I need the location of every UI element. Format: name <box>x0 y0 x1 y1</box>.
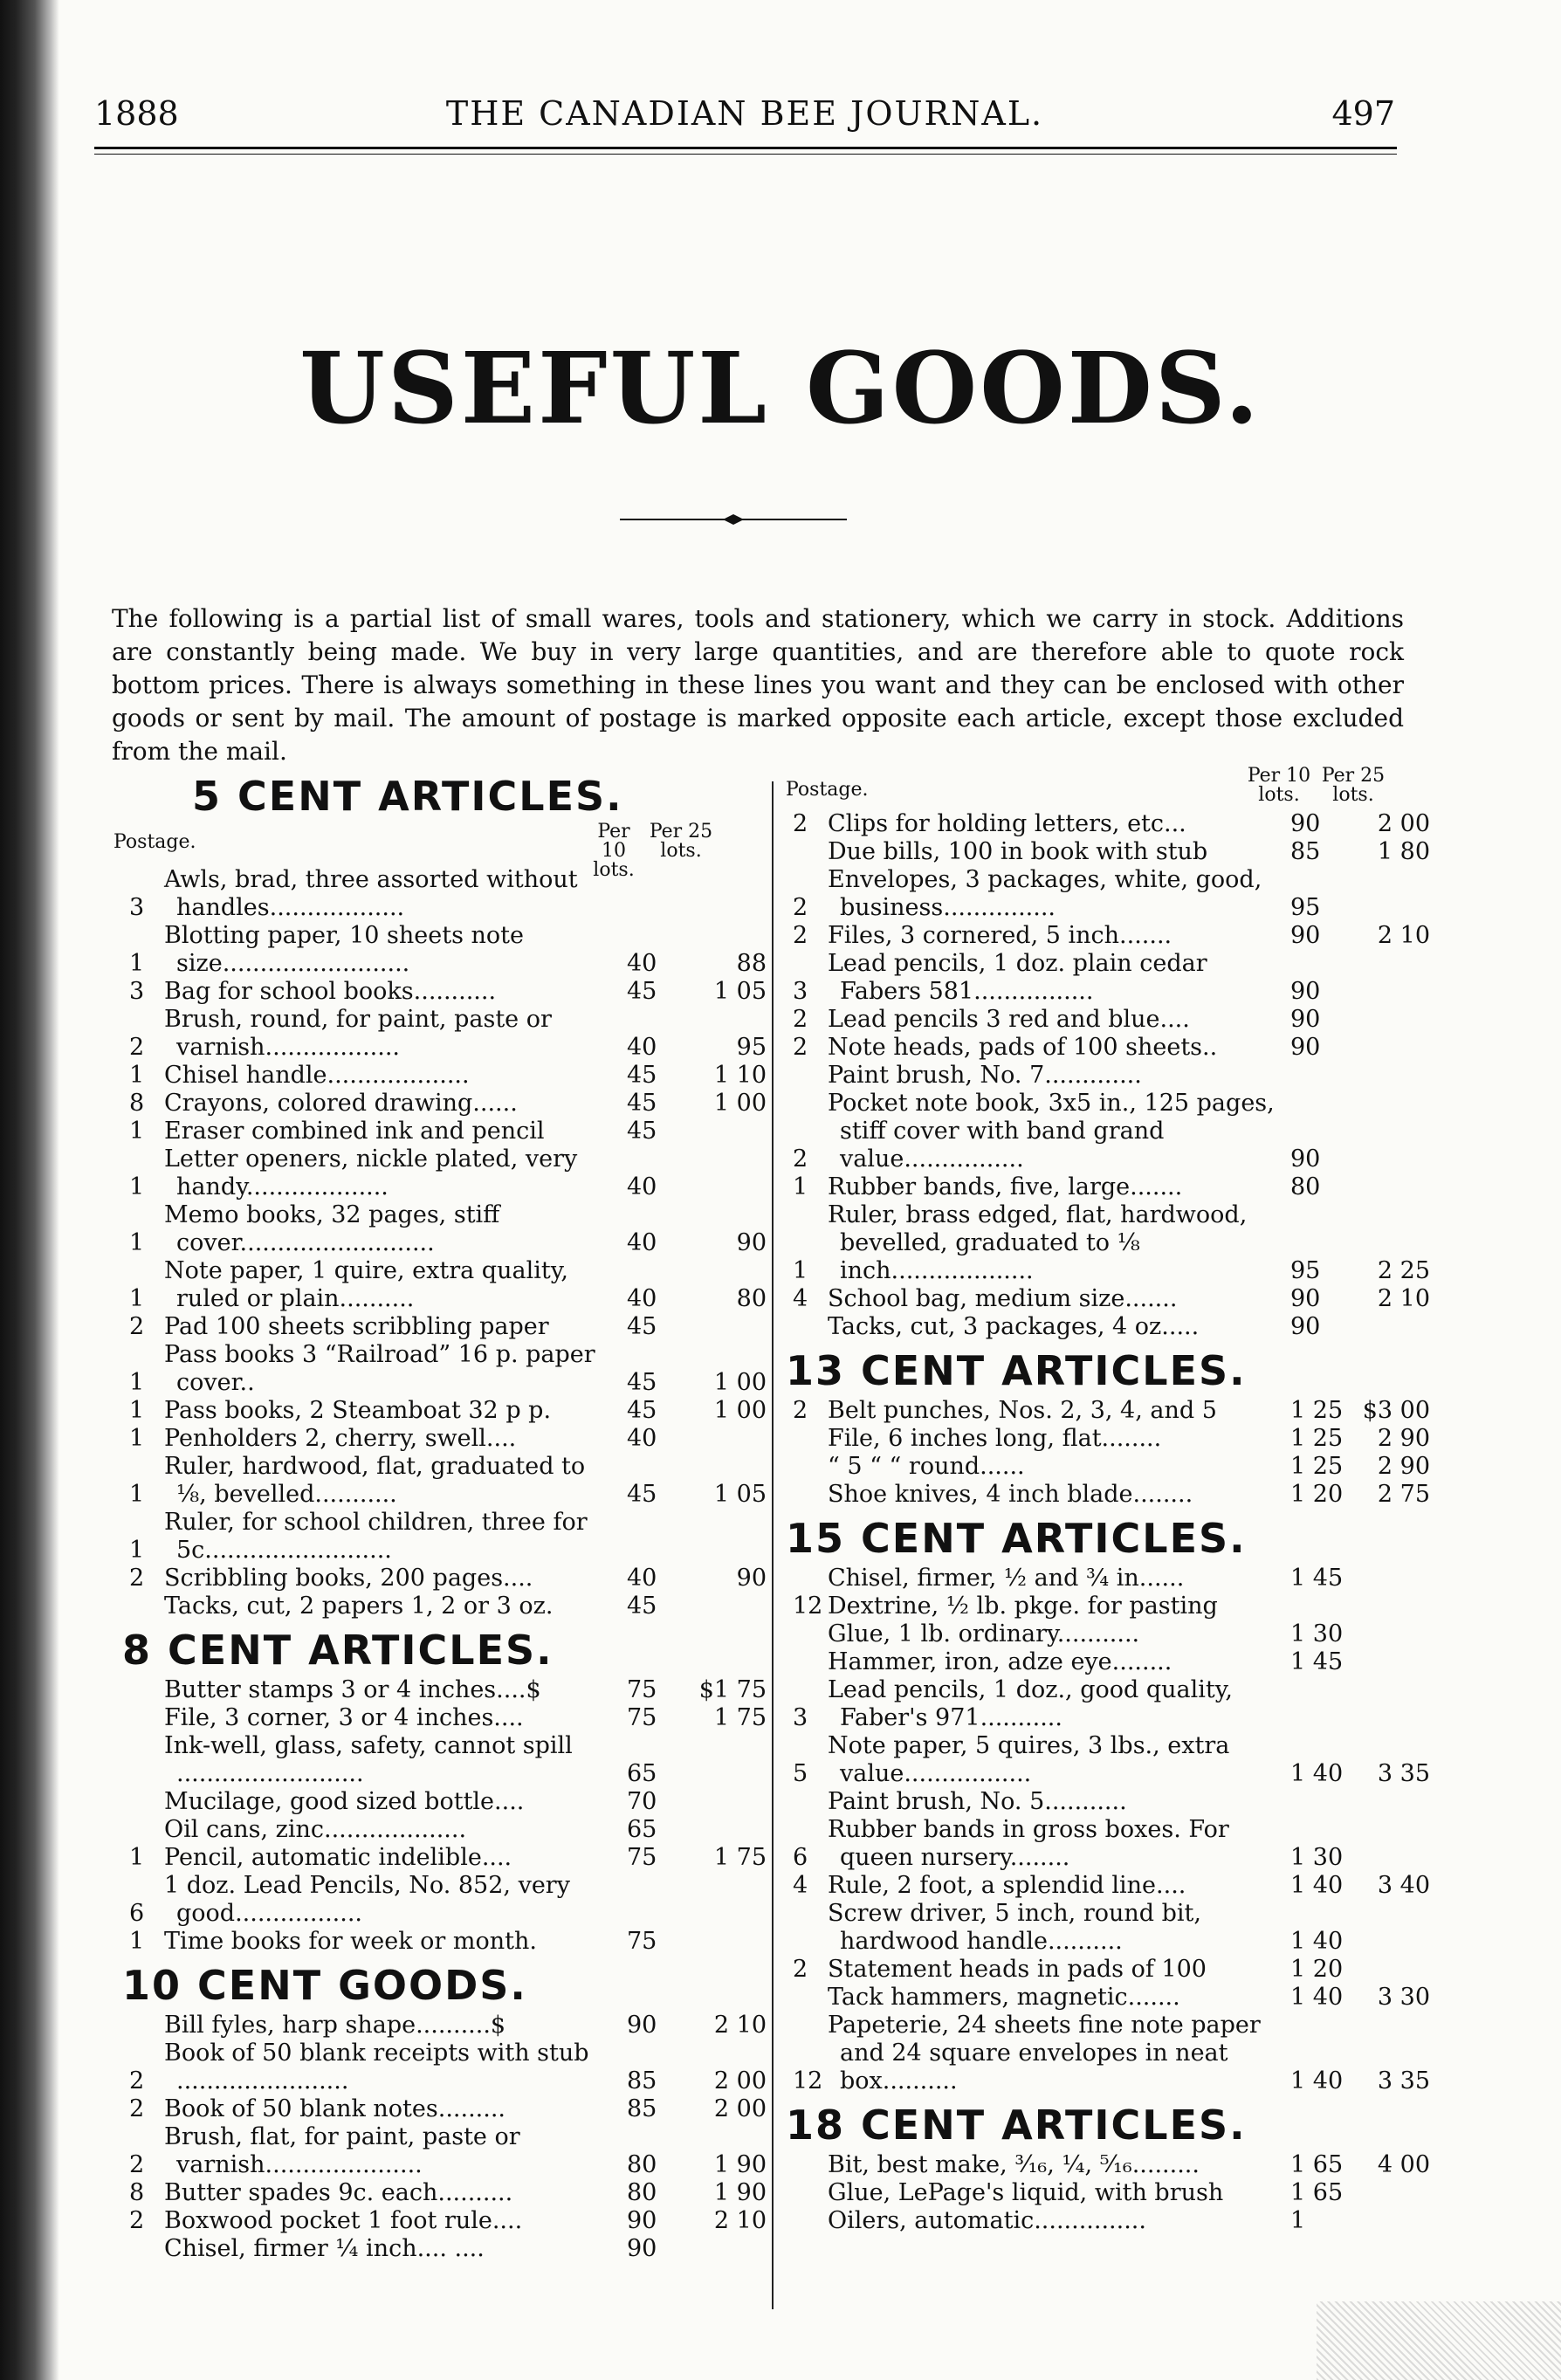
price-per-10: 75 <box>627 1676 657 1703</box>
list-item <box>122 1676 768 1704</box>
item-description: Blotting paper, 10 sheets note size......................... <box>164 922 524 977</box>
postage-value: 3 <box>129 978 145 1005</box>
price-per-25: 2 00 <box>713 2095 767 2122</box>
postage-value: 2 <box>129 2095 145 2122</box>
item-description: Boxwood pocket 1 foot rule.... <box>164 2207 523 2234</box>
price-per-10: 1 30 <box>1290 1844 1344 1871</box>
price-per-25: 3 35 <box>1377 1760 1430 1787</box>
price-per-10: 45 <box>627 1313 657 1340</box>
item-description: Paint brush, No. 5........... <box>828 1788 1127 1815</box>
per25-header: Per 25 lots. <box>649 821 713 862</box>
price-per-25: 88 <box>736 950 767 977</box>
item-description: Note paper, 5 quires, 3 lbs., extra value................. <box>828 1732 1230 1787</box>
price-per-10: 65 <box>627 1760 657 1787</box>
postage-value: 1 <box>129 1369 145 1396</box>
price-per-10: 1 20 <box>1290 1956 1344 1983</box>
price-per-10: 45 <box>627 1369 657 1396</box>
item-description: Mucilage, good sized bottle.... <box>164 1788 525 1815</box>
per25-header: Per 25 lots. <box>1321 765 1386 806</box>
list-item <box>786 2179 1432 2207</box>
item-description: Pocket note book, 3x5 in., 125 pages, stiff cover with band grand value................ <box>828 1090 1275 1173</box>
item-description: Lead pencils 3 red and blue.... <box>828 1006 1190 1033</box>
list-item <box>786 866 1432 922</box>
list-item <box>122 1565 768 1592</box>
item-description: File, 6 inches long, flat........ <box>828 1425 1162 1452</box>
list-item <box>122 1118 768 1145</box>
postage-value: 5 <box>793 1760 808 1787</box>
item-description: Lead pencils, 1 doz., good quality, Faber's 971........... <box>828 1676 1234 1731</box>
price-per-25: 2 10 <box>1377 922 1430 949</box>
price-per-25: 2 00 <box>1377 810 1430 837</box>
price-per-10: 45 <box>627 1090 657 1117</box>
list-item <box>786 1788 1432 1816</box>
section-title: 5 CENT ARTICLES. <box>192 773 623 820</box>
price-per-25: 2 90 <box>1377 1425 1430 1452</box>
item-description: School bag, medium size....... <box>828 1285 1178 1312</box>
price-per-10: 1 40 <box>1290 2067 1344 2095</box>
postage-value: 2 <box>793 922 808 949</box>
price-per-10: 45 <box>627 1062 657 1089</box>
postage-value: 1 <box>129 1062 145 1089</box>
item-description: Envelopes, 3 packages, white, good, business............... <box>828 866 1262 921</box>
postage-value: 3 <box>793 978 808 1005</box>
price-per-10: 45 <box>627 1397 657 1424</box>
list-item <box>786 838 1432 866</box>
postage-value: 1 <box>129 950 145 977</box>
price-per-25: 3 40 <box>1377 1872 1430 1899</box>
list-item <box>122 2235 768 2263</box>
item-description: Chisel, firmer ¼ inch.... .... <box>164 2235 485 2262</box>
postage-value: 2 <box>793 894 808 921</box>
price-per-10: 90 <box>1290 1285 1321 1312</box>
list-item <box>122 866 768 922</box>
list-item <box>122 2012 768 2040</box>
postage-value: 2 <box>793 1034 808 1061</box>
price-per-10: 90 <box>1290 1145 1321 1173</box>
price-per-25: 1 75 <box>713 1704 767 1731</box>
section-title: 13 CENT ARTICLES. <box>786 1347 1247 1394</box>
postage-value: 2 <box>129 2207 145 2234</box>
ornament-divider <box>620 511 847 528</box>
item-description: Oil cans, zinc................... <box>164 1816 467 1843</box>
price-per-10: 75 <box>627 1844 657 1871</box>
price-per-25: 2 75 <box>1377 1481 1430 1508</box>
price-per-10: 1 20 <box>1290 1481 1344 1508</box>
price-per-25: 3 30 <box>1377 1984 1430 2011</box>
right-column <box>786 767 1432 2235</box>
price-per-25: 1 80 <box>1377 838 1430 865</box>
postage-header: Postage. <box>113 831 196 853</box>
price-per-10: 45 <box>627 1118 657 1145</box>
list-item <box>122 1062 768 1090</box>
list-item <box>786 1034 1432 1062</box>
list-item <box>786 1956 1432 1984</box>
price-per-25: 1 90 <box>713 2179 767 2206</box>
item-description: Brush, flat, for paint, paste or varnish..................... <box>164 2123 520 2178</box>
price-per-10: 1 25 <box>1290 1425 1344 1452</box>
item-description: Ruler, for school children, three for 5c......................... <box>164 1509 588 1564</box>
list-item <box>122 1425 768 1453</box>
list-item <box>786 1900 1432 1956</box>
list-item <box>122 2040 768 2095</box>
price-per-10: 45 <box>627 978 657 1005</box>
item-description: Paint brush, No. 7............. <box>828 1062 1142 1089</box>
postage-value: 1 <box>129 1397 145 1424</box>
section-title: 10 CENT GOODS. <box>122 1962 527 2009</box>
postage-value: 2 <box>793 1397 808 1424</box>
list-item <box>786 1006 1432 1034</box>
list-item <box>122 1313 768 1341</box>
price-per-10: 1 40 <box>1290 1760 1344 1787</box>
list-item <box>122 1592 768 1620</box>
list-item <box>122 1006 768 1062</box>
postage-value: 2 <box>129 1565 145 1592</box>
price-per-25: 90 <box>736 1229 767 1256</box>
price-per-10: 90 <box>1290 1034 1321 1061</box>
price-per-10: 40 <box>627 950 657 977</box>
item-description: Awls, brad, three assorted without handles.................. <box>164 866 578 921</box>
list-item <box>122 1145 768 1201</box>
list-item <box>122 1872 768 1928</box>
price-per-10: 40 <box>627 1229 657 1256</box>
list-item <box>122 1341 768 1397</box>
list-item <box>122 1788 768 1816</box>
price-per-10: 80 <box>627 2179 657 2206</box>
price-per-25: 2 10 <box>713 2012 767 2039</box>
postage-value: 2 <box>129 2067 145 2095</box>
item-description: Dextrine, ½ lb. pkge. for pasting <box>828 1592 1218 1620</box>
item-description: Memo books, 32 pages, stiff cover.......................... <box>164 1201 500 1256</box>
item-description: Rule, 2 foot, a splendid line.... <box>828 1872 1186 1899</box>
postage-value: 4 <box>793 1872 808 1899</box>
postage-value: 6 <box>793 1844 808 1871</box>
item-description: Screw driver, 5 inch, round bit, hardwood handle.......... <box>828 1900 1201 1955</box>
price-per-10: 1 40 <box>1290 1984 1344 2011</box>
price-per-10: 40 <box>627 1565 657 1592</box>
price-per-25: 1 00 <box>713 1090 767 1117</box>
item-description: Brush, round, for paint, paste or varnish.................. <box>164 1006 552 1061</box>
column-header <box>786 767 1432 810</box>
price-per-25: 1 00 <box>713 1397 767 1424</box>
item-description: Hammer, iron, adze eye........ <box>828 1648 1172 1675</box>
item-description: Lead pencils, 1 doz. plain cedar Fabers 581................ <box>828 950 1207 1005</box>
price-per-25: 2 10 <box>713 2207 767 2234</box>
item-description: Scribbling books, 200 pages.... <box>164 1565 533 1592</box>
list-item <box>786 810 1432 838</box>
item-description: Note paper, 1 quire, extra quality, ruled or plain.......... <box>164 1257 568 1312</box>
list-item <box>786 1872 1432 1900</box>
list-item <box>122 1816 768 1844</box>
postage-value: 2 <box>129 1034 145 1061</box>
list-item <box>786 1062 1432 1090</box>
left-column <box>113 767 768 2263</box>
postage-value: 2 <box>793 810 808 837</box>
postage-value: 3 <box>793 1704 808 1731</box>
price-per-10: 65 <box>627 1816 657 1843</box>
item-description: Letter openers, nickle plated, very handy................... <box>164 1145 578 1200</box>
item-description: Penholders 2, cherry, swell.... <box>164 1425 517 1452</box>
list-item <box>786 950 1432 1006</box>
postage-value: 8 <box>129 1090 145 1117</box>
list-item <box>122 2123 768 2179</box>
price-per-10: 90 <box>1290 922 1321 949</box>
item-description: Ink-well, glass, safety, cannot spill ......................... <box>164 1732 573 1787</box>
postage-value: 2 <box>793 1956 808 1983</box>
item-description: Pencil, automatic indelible.... <box>164 1844 512 1871</box>
postage-value: 2 <box>129 2151 145 2178</box>
price-per-10: 85 <box>1290 838 1321 865</box>
item-description: Eraser combined ink and pencil <box>164 1118 545 1145</box>
list-item <box>122 978 768 1006</box>
price-per-10: 1 65 <box>1290 2179 1344 2206</box>
list-item <box>786 1620 1432 1648</box>
list-item <box>786 1984 1432 2012</box>
price-per-10: 1 25 <box>1290 1397 1344 1424</box>
list-item <box>786 1732 1432 1788</box>
list-item <box>786 1285 1432 1313</box>
price-per-10: 80 <box>627 2151 657 2178</box>
price-per-10: 90 <box>1290 810 1321 837</box>
header-year: 1888 <box>94 94 179 133</box>
list-item <box>786 2151 1432 2179</box>
price-per-25: $1 75 <box>698 1676 767 1703</box>
price-per-25: 95 <box>736 1034 767 1061</box>
page-title: USEFUL GOODS. <box>299 332 1262 446</box>
item-description: Pass books 3 “Railroad” 16 p. paper cover.. <box>164 1341 595 1396</box>
list-item <box>786 1592 1432 1620</box>
price-per-10: 95 <box>1290 894 1321 921</box>
list-item <box>122 1257 768 1313</box>
item-description: Tacks, cut, 2 papers 1, 2 or 3 oz. <box>164 1592 554 1620</box>
price-per-10: 95 <box>1290 1257 1321 1284</box>
price-per-10: 1 40 <box>1290 1928 1344 1955</box>
postage-value: 12 <box>793 2067 823 2095</box>
item-description: Bill fyles, harp shape..........$ <box>164 2012 506 2039</box>
item-description: Chisel, firmer, ½ and ¾ in...... <box>828 1565 1185 1592</box>
postage-value: 1 <box>793 1257 808 1284</box>
item-description: Statement heads in pads of 100 <box>828 1956 1207 1983</box>
list-item <box>786 1173 1432 1201</box>
price-per-25: 2 90 <box>1377 1453 1430 1480</box>
list-item <box>122 1397 768 1425</box>
postage-value: 12 <box>793 1592 823 1620</box>
price-per-25: 2 00 <box>713 2067 767 2095</box>
postage-value: 1 <box>793 1173 808 1200</box>
list-item <box>786 2207 1432 2235</box>
item-description: Bit, best make, ³⁄₁₆, ¼, ⁵⁄₁₆......... <box>828 2151 1200 2178</box>
list-item <box>786 1816 1432 1872</box>
list-item <box>122 1732 768 1788</box>
price-per-10: 40 <box>627 1034 657 1061</box>
price-per-25: 2 25 <box>1377 1257 1430 1284</box>
column-divider <box>772 781 774 2309</box>
postage-value: 1 <box>129 1229 145 1256</box>
price-per-10: 1 30 <box>1290 1620 1344 1647</box>
list-item <box>786 1453 1432 1481</box>
list-item <box>122 1509 768 1565</box>
item-description: Belt punches, Nos. 2, 3, 4, and 5 <box>828 1397 1217 1424</box>
price-per-10: 1 25 <box>1290 1453 1344 1480</box>
item-description: Crayons, colored drawing...... <box>164 1090 518 1117</box>
list-item <box>786 1676 1432 1732</box>
list-item <box>122 1928 768 1956</box>
postage-value: 2 <box>129 1313 145 1340</box>
price-per-10: 1 40 <box>1290 1872 1344 1899</box>
price-per-10: 90 <box>627 2207 657 2234</box>
price-per-25: 1 90 <box>713 2151 767 2178</box>
item-description: Oilers, automatic............... <box>828 2207 1146 2234</box>
item-description: “ 5 “ “ round...... <box>828 1453 1025 1480</box>
price-per-10: 1 45 <box>1290 1648 1344 1675</box>
price-per-10: 1 65 <box>1290 2151 1344 2178</box>
postage-value: 2 <box>793 1145 808 1173</box>
price-per-10: 40 <box>627 1285 657 1312</box>
item-description: Shoe knives, 4 inch blade........ <box>828 1481 1193 1508</box>
price-per-10: 40 <box>627 1425 657 1452</box>
postage-value: 1 <box>129 1481 145 1508</box>
item-description: Pad 100 sheets scribbling paper <box>164 1313 549 1340</box>
item-description: Rubber bands in gross boxes. For queen nursery........ <box>828 1816 1229 1871</box>
list-item <box>786 1481 1432 1509</box>
per10-header: Per 10 lots. <box>1247 765 1311 806</box>
price-per-10: 85 <box>627 2067 657 2095</box>
price-per-25: 2 10 <box>1377 1285 1430 1312</box>
price-per-10: 45 <box>627 1592 657 1620</box>
list-item <box>122 2207 768 2235</box>
list-item <box>786 1425 1432 1453</box>
section-title: 15 CENT ARTICLES. <box>786 1515 1247 1562</box>
postage-value: 1 <box>129 1285 145 1312</box>
postage-value: 1 <box>129 1537 145 1564</box>
section-title: 8 CENT ARTICLES. <box>122 1627 554 1674</box>
list-item <box>122 1704 768 1732</box>
item-description: Glue, LePage's liquid, with brush <box>828 2179 1224 2206</box>
price-per-10: 1 45 <box>1290 1565 1344 1592</box>
list-item <box>122 1201 768 1257</box>
item-description: Pass books, 2 Steamboat 32 p p. <box>164 1397 552 1424</box>
price-per-25: $3 00 <box>1362 1397 1430 1424</box>
header-journal-title: THE CANADIAN BEE JOURNAL. <box>445 94 1044 133</box>
header-rule-thick <box>94 147 1397 149</box>
item-description: Note heads, pads of 100 sheets.. <box>828 1034 1218 1061</box>
list-item <box>122 1844 768 1872</box>
price-per-10: 45 <box>627 1481 657 1508</box>
item-description: Bag for school books........... <box>164 978 497 1005</box>
item-description: Butter stamps 3 or 4 inches....$ <box>164 1676 541 1703</box>
price-per-10: 85 <box>627 2095 657 2122</box>
item-description: Papeterie, 24 sheets fine note paper and 24 square envelopes in neat box.......... <box>828 2012 1261 2095</box>
postage-value: 1 <box>129 1928 145 1955</box>
list-item <box>122 2179 768 2207</box>
postage-value: 2 <box>793 1006 808 1033</box>
price-per-10: 1 <box>1290 2207 1306 2234</box>
postage-value: 1 <box>129 1173 145 1200</box>
price-per-10: 70 <box>627 1788 657 1815</box>
item-description: Files, 3 cornered, 5 inch....... <box>828 922 1172 949</box>
per10-header: Per 10 lots. <box>593 821 635 881</box>
scan-noise <box>1317 2301 1561 2380</box>
list-item <box>122 2095 768 2123</box>
price-per-25: 80 <box>736 1285 767 1312</box>
price-per-25: 3 35 <box>1377 2067 1430 2095</box>
postage-value: 8 <box>129 2179 145 2206</box>
price-per-25: 1 05 <box>713 1481 767 1508</box>
price-per-10: 75 <box>627 1928 657 1955</box>
list-item <box>786 2012 1432 2095</box>
item-description: Rubber bands, five, large....... <box>828 1173 1183 1200</box>
item-description: Due bills, 100 in book with stub <box>828 838 1208 865</box>
list-item <box>122 1453 768 1509</box>
item-description: 1 doz. Lead Pencils, No. 852, very good................. <box>164 1872 570 1927</box>
postage-value: 3 <box>129 894 145 921</box>
postage-value: 6 <box>129 1900 145 1927</box>
item-description: Ruler, brass edged, flat, hardwood, bevelled, graduated to ⅛ inch................... <box>828 1201 1248 1284</box>
price-per-10: 90 <box>627 2012 657 2039</box>
price-per-25: 1 00 <box>713 1369 767 1396</box>
list-item <box>122 1090 768 1118</box>
price-per-10: 40 <box>627 1173 657 1200</box>
item-description: Glue, 1 lb. ordinary........... <box>828 1620 1140 1647</box>
price-per-10: 75 <box>627 1704 657 1731</box>
list-item <box>786 922 1432 950</box>
postage-value: 1 <box>129 1118 145 1145</box>
price-per-25: 1 75 <box>713 1844 767 1871</box>
list-item <box>786 1313 1432 1341</box>
list-item <box>786 1565 1432 1592</box>
header-page-number: 497 <box>1331 94 1395 133</box>
item-description: Clips for holding letters, etc... <box>828 810 1186 837</box>
postage-value: 1 <box>129 1425 145 1452</box>
postage-value: 4 <box>793 1285 808 1312</box>
item-description: Chisel handle................... <box>164 1062 470 1089</box>
price-per-10: 90 <box>627 2235 657 2262</box>
price-per-10: 90 <box>1290 978 1321 1005</box>
price-per-10: 90 <box>1290 1006 1321 1033</box>
postage-value: 1 <box>129 1844 145 1871</box>
price-per-10: 90 <box>1290 1313 1321 1340</box>
postage-header: Postage. <box>786 779 869 801</box>
price-per-25: 1 10 <box>713 1062 767 1089</box>
list-item <box>786 1648 1432 1676</box>
item-description: Butter spades 9c. each.......... <box>164 2179 513 2206</box>
price-per-25: 90 <box>736 1565 767 1592</box>
price-per-10: 80 <box>1290 1173 1321 1200</box>
item-description: Tacks, cut, 3 packages, 4 oz..... <box>828 1313 1200 1340</box>
section-title: 18 CENT ARTICLES. <box>786 2101 1247 2149</box>
item-description: Ruler, hardwood, flat, graduated to ⅛, bevelled........... <box>164 1453 586 1508</box>
item-description: File, 3 corner, 3 or 4 inches.... <box>164 1704 524 1731</box>
list-item <box>786 1090 1432 1173</box>
item-description: Time books for week or month. <box>164 1928 537 1955</box>
list-item <box>122 922 768 978</box>
running-header <box>94 94 1395 141</box>
item-description: Book of 50 blank notes......... <box>164 2095 505 2122</box>
header-rule-thin <box>94 154 1397 155</box>
item-description: Tack hammers, magnetic....... <box>828 1984 1180 2011</box>
intro-paragraph: The following is a partial list of small wares, tools and stationery, which we carry in stock. Additions are constantly being made. We buy in very large quantities, and are therefore able to quote rock bottom prices. There is always something in these lines you want and they can be enclosed with other goods or sent by mail. The amount of postage is marked opposite each article, except those excluded from the mail. <box>112 604 1404 766</box>
item-description: Book of 50 blank receipts with stub ....................... <box>164 2040 589 2095</box>
list-item <box>786 1201 1432 1285</box>
column-header <box>113 821 768 881</box>
list-item <box>786 1397 1432 1425</box>
price-per-25: 4 00 <box>1377 2151 1430 2178</box>
price-per-25: 1 05 <box>713 978 767 1005</box>
